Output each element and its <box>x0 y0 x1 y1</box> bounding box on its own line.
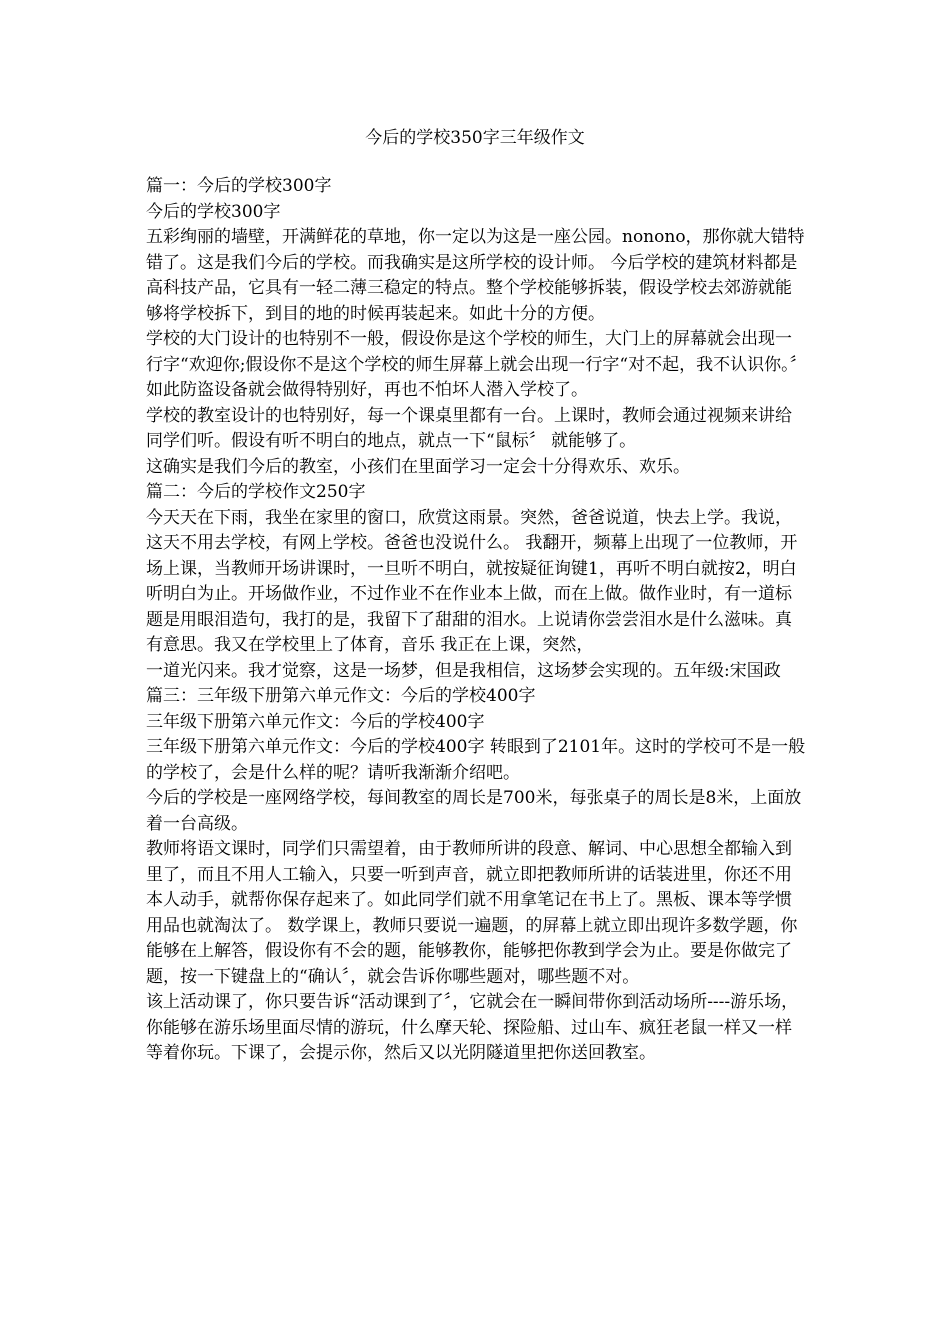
paragraph: 五彩绚丽的墙壁，开满鲜花的草地，你一定以为这是一座公园。nonono，那你就大错特错了。这是我们今后的学校。而我确实是这所学校的设计师。 今后学校的建筑材料都是高科技产品，它具有一轻二薄三稳定的特点。整个学校能够拆装，假设学校去郊游就能够将学校拆下，到目的地的时候再装起来。如此十分的方便。 <box>146 227 805 324</box>
paragraph: 该上活动课了，你只要告诉“活动课到了〞，它就会在一瞬间带你到活动场所----游乐场，你能够在游乐场里面尽情的游玩，什么摩天轮、探险船、过山车、疯狂老鼠一样又一样等着你玩。下课了，会提示你，然后又以光阴隧道里把你送回教室。 <box>146 992 799 1063</box>
paragraph: 这确实是我们今后的教室，小孩们在里面学习一定会十分得欢乐、欢乐。 <box>146 456 690 477</box>
subheading-1: 今后的学校300字 <box>146 201 281 222</box>
subheading-3: 三年级下册第六单元作文：今后的学校400字 <box>146 711 485 732</box>
paragraph: 学校的教室设计的也特别好，每一个课桌里都有一台。上课时，教师会通过视频来讲给同学们听。假设有听不明白的地点，就点一下“鼠标〞 就能够了。 <box>146 405 792 451</box>
paragraph: 今天天在下雨，我坐在家里的窗口，欣赏这雨景。突然，爸爸说道，快去上学。我说，这天不用去学校，有网上学校。爸爸也没说什么。 我翻开，频幕上出现了一位教师，开场上课，当教师开场讲课时，一旦听不明白，就按疑征询键1，再听不明白就按2，明白听明白为止。开场做作业，不过作业不在作业本上做，而在上做。做作业时，有一道标题是用眼泪造句，我打的是，我留下了甜甜的泪水。上说请你尝尝泪水是什么滋味。真有意思。我又在学校里上了体育，音乐 我正在上课，突然， <box>146 507 798 655</box>
document-body <box>146 174 808 1067</box>
paragraph: 三年级下册第六单元作文：今后的学校400字 转眼到了2101年。这时的学校可不是一般的学校了，会是什么样的呢？请听我渐渐介绍吧。 <box>146 737 806 783</box>
section-heading-1: 篇一：今后的学校300字 <box>146 176 332 196</box>
paragraph: 学校的大门设计的也特别不一般，假设你是这个学校的师生，大门上的屏幕就会出现一行字“欢迎你;假设你不是这个学校的师生屏幕上就会出现一行字“对不起，我不认识你。〞 如此防盗设备就会做得特别好，再也不怕坏人潜入学校了。 <box>146 329 807 400</box>
paragraph: 一道光闪来。我才觉察，这是一场梦，但是我相信，这场梦会实现的。五年级:宋国政 <box>146 660 781 681</box>
section-heading-3: 篇三：三年级下册第六单元作文：今后的学校400字 <box>146 686 536 706</box>
paragraph: 今后的学校是一座网络学校，每间教室的周长是700米，每张桌子的周长是8米，上面放着一台高级。 <box>146 788 802 834</box>
document-title: 今后的学校350字三年级作文 <box>365 128 585 148</box>
section-heading-2: 篇二：今后的学校作文250字 <box>146 482 366 502</box>
paragraph: 教师将语文课时，同学们只需望着，由于教师所讲的段意、解词、中心思想全都输入到里了，而且不用人工输入，只要一听到声音，就立即把教师所讲的话装进里，你还不用本人动手，就帮你保存起来了。如此同学们就不用拿笔记在书上了。黑板、课本等学惯用品也就淘汰了。 数学课上，教师只要说一遍题，的屏幕上就立即出现许多数学题，你能够在上解答，假设你有不会的题，能够教你，能够把你教到学会为止。要是你做完了题，按一下键盘上的“确认〞，就会告诉你哪些题对，哪些题不对。 <box>146 839 798 987</box>
